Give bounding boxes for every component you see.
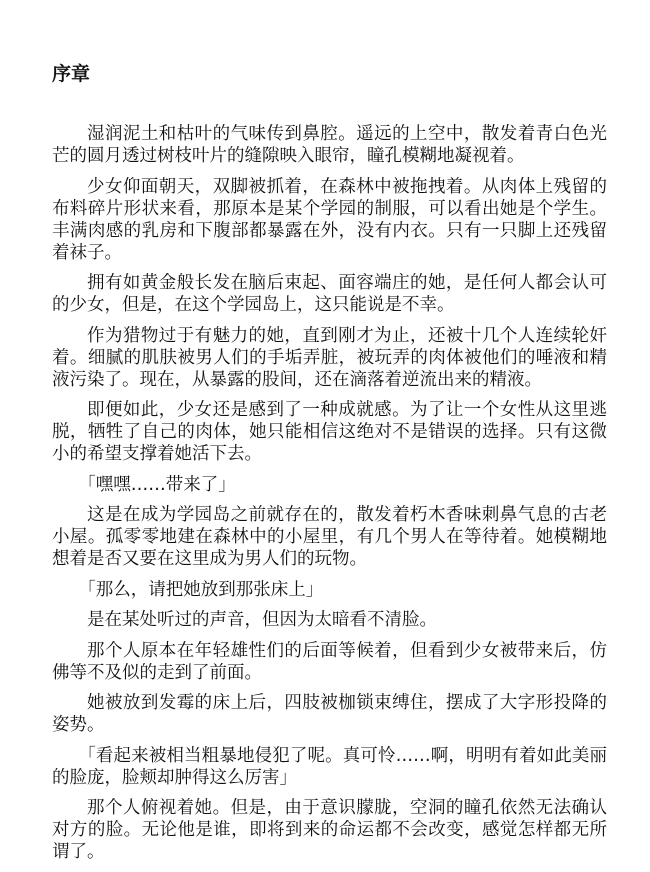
- paragraph: 拥有如黄金般长发在脑后束起、面容端庄的她，是任何人都会认可的少女，但是，在这个学园岛上，这只能说是不幸。: [52, 273, 607, 315]
- paragraph: 即便如此，少女还是感到了一种成就感。为了让一个女性从这里逃脱，牺牲了自己的肉体，她只能相信这绝对不是错误的选择。只有这微小的希望支撑着她活下去。: [52, 400, 607, 464]
- paragraph: 那个人俯视着她。但是，由于意识朦胧，空洞的瞳孔依然无法确认对方的脸。无论他是谁，即将到来的命运都不会改变，感觉怎样都无所谓了。: [52, 798, 607, 862]
- chapter-body: [52, 123, 607, 872]
- paragraph: 是在某处听过的声音，但因为太暗看不清脸。: [87, 610, 437, 630]
- dialogue-line: 「嘿嘿……带来了」: [78, 474, 236, 495]
- paragraph: 少女仰面朝天，双脚被抓着，在森林中被拖拽着。从肉体上残留的布料碎片形状来看，那原本是某个学园的制服，可以看出她是个学生。丰满肉感的乳房和下腹部都暴露在外，没有内衣。只有一只脚上还残留着袜子。: [52, 176, 607, 263]
- paragraph: 作为猎物过于有魅力的她，直到刚才为止，还被十几个人连续轮奸着。细腻的肌肤被男人们的手垢弄脏，被玩弄的肉体被他们的唾液和精液污染了。现在，从暴露的股间，还在滴落着逆流出来的精液。: [52, 325, 607, 390]
- dialogue-line: 「那么，请把她放到那张床上」: [78, 579, 324, 600]
- paragraph: 她被放到发霉的床上后，四肢被枷锁束缚住，摆成了大字形投降的姿势。: [52, 693, 607, 735]
- paragraph: 这是在成为学园岛之前就存在的，散发着朽木香味刺鼻气息的古老小屋。孤零零地建在森林中的小屋里，有几个男人在等待着。她模糊地想着是否又要在这里成为男人们的玩物。: [52, 505, 607, 569]
- paragraph: 那个人原本在年轻雄性们的后面等候着，但看到少女被带来后，仿佛等不及似的走到了前面。: [52, 640, 607, 683]
- chapter-title: 序章: [52, 63, 91, 85]
- dialogue-line: 「看起来被相当粗暴地侵犯了呢。真可怜……啊，明明有着如此美丽的脸庞，脸颊却肿得这么厉害」: [52, 745, 607, 788]
- paragraph: 湿润泥土和枯叶的气味传到鼻腔。遥远的上空中，散发着青白色光芒的圆月透过树枝叶片的缝隙映入眼帘，瞳孔模糊地凝视着。: [52, 124, 607, 166]
